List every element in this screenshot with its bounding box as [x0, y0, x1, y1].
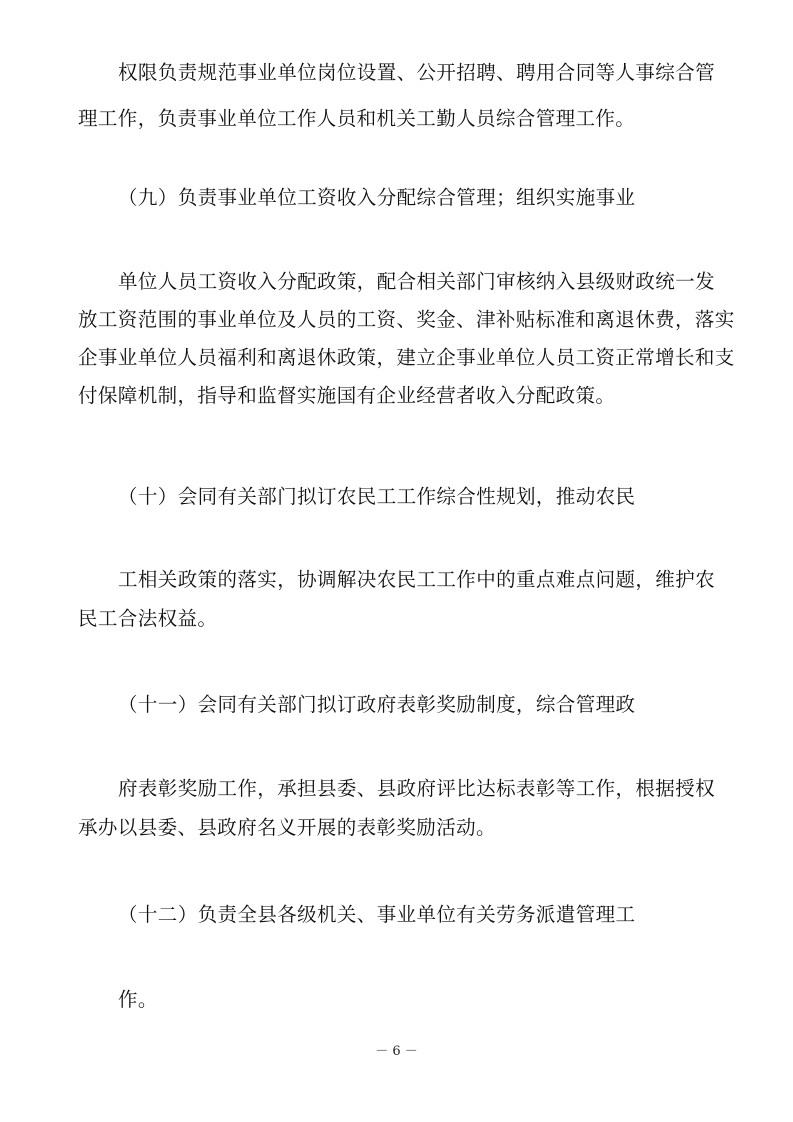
text-line: 单位人员工资收入分配政策，配合相关部门审核纳入县级财政统一发: [118, 270, 716, 293]
text-line: 权限负责规范事业单位岗位设置、公开招聘、聘用合同等人事综合管: [118, 61, 716, 84]
text-line: （十二）负责全县各级机关、事业单位有关劳务派遣管理工: [118, 903, 636, 926]
text-line: （九）负责事业单位工资收入分配综合管理；组织实施事业: [118, 186, 636, 209]
text-line: 承办以县委、县政府名义开展的表彰奖励活动。: [78, 816, 496, 839]
paragraph-3: [78, 267, 735, 411]
text-line: 府表彰奖励工作，承担县委、县政府评比达标表彰等工作，根据授权: [118, 777, 716, 800]
text-line: 民工合法权益。: [78, 607, 218, 630]
paragraph-4: [78, 482, 718, 512]
text-line: 理工作，负责事业单位工作人员和机关工勤人员综合管理工作。: [78, 107, 636, 130]
page-number: － 6 －: [375, 1044, 418, 1059]
paragraph-7: [78, 774, 718, 843]
text-line: （十一）会同有关部门拟订政府表彰奖励制度，综合管理政: [118, 693, 636, 716]
paragraph-8: [78, 900, 718, 930]
text-line: 放工资范围的事业单位及人员的工资、奖金、津补贴标准和离退休费，落实: [78, 308, 735, 331]
paragraph-5: [78, 565, 718, 634]
paragraph-9: [78, 985, 718, 1015]
paragraph-2: [78, 183, 718, 213]
paragraph-6: [78, 690, 718, 720]
text-line: 作。: [118, 988, 158, 1011]
text-line: 付保障机制，指导和监督实施国有企业经营者收入分配政策。: [78, 384, 616, 407]
paragraph-1: [78, 58, 718, 134]
text-line: 企事业单位人员福利和离退休政策，建立企事业单位人员工资正常增长和支: [78, 346, 735, 369]
text-line: 工相关政策的落实，协调解决农民工工作中的重点难点问题，维护农: [118, 568, 716, 591]
text-line: （十）会同有关部门拟订农民工工作综合性规划，推动农民: [118, 485, 636, 508]
